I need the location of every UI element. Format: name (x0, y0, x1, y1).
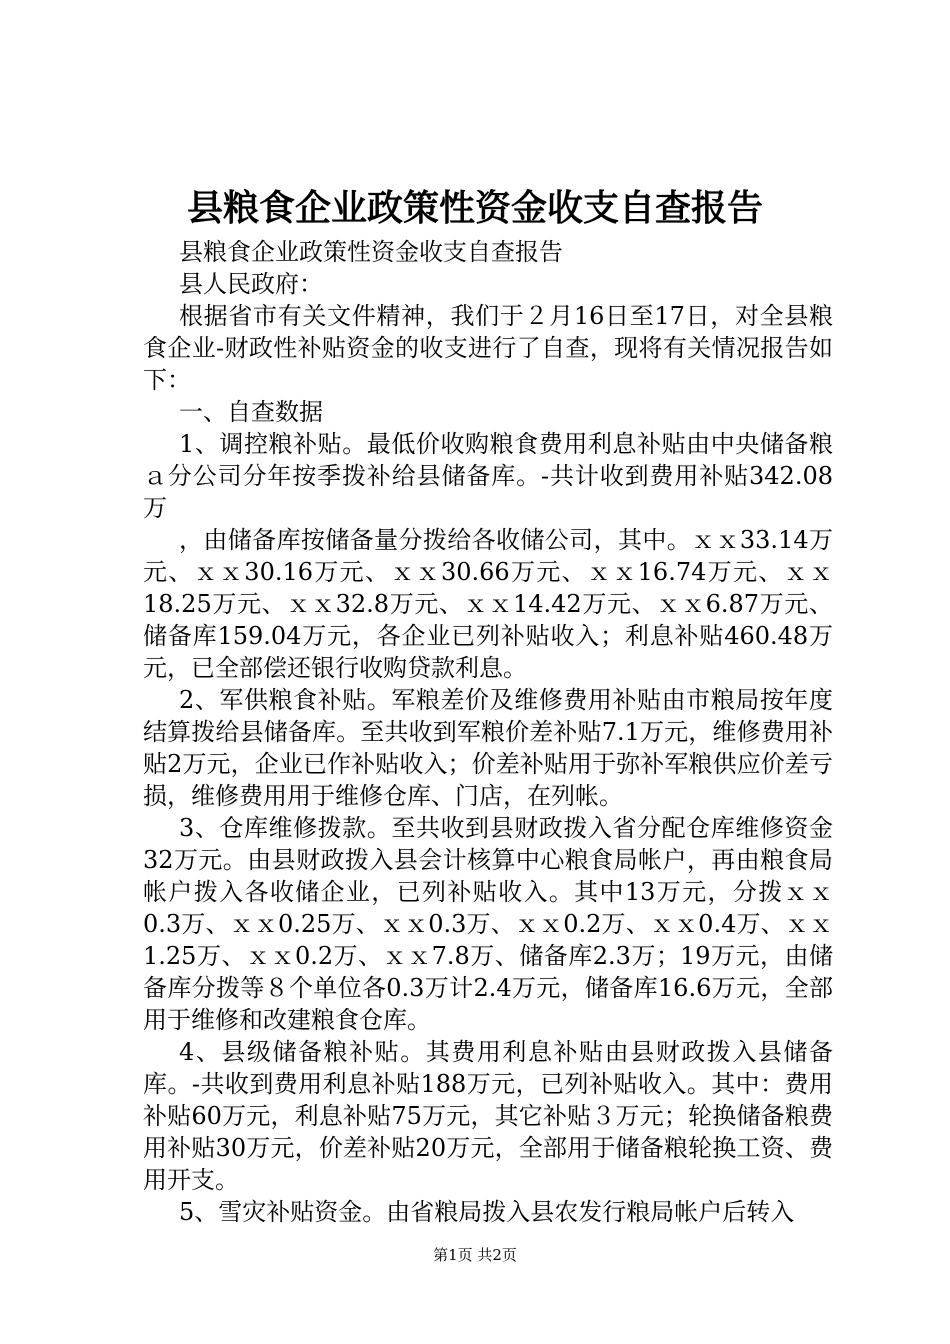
paragraph-item-5: 5、雪灾补贴资金。由省粮局拨入县农发行粮局帐户后转入 (179, 1198, 795, 1226)
paragraph-item-4: 4、县级储备粮补贴。其费用利息补贴由县财政拨入县储备库。-共收到费用利息补贴188万元，已列补贴收入。其中：费用补贴60万元，利息补贴75万元，其它补贴３万元；轮换储备粮费用补贴30万元，价差补贴20万元，全部用于储备粮轮换工资、费用开支。 (143, 1038, 833, 1194)
paragraph-item-2: 2、军供粮食补贴。军粮差价及维修费用补贴由市粮局按年度结算拨给县储备库。至共收到军粮价差补贴7.1万元，维修费用补贴2万元，企业已作补贴收入；价差补贴用于弥补军粮供应价差亏损，维修费用用于维修仓库、门店，在列帐。 (143, 686, 833, 810)
paragraph-intro: 根据省市有关文件精神，我们于２月16日至17日，对全县粮食企业-财政性补贴资金的收支进行了自查，现将有关情况报告如下： (143, 302, 833, 394)
document-subtitle: 县粮食企业政策性资金收支自查报告 (179, 238, 563, 266)
paragraph-item-1-continued: ，由储备库按储备量分拨给各收储公司，其中。ｘｘ33.14万元、ｘｘ30.16万元、ｘｘ30.66万元、ｘｘ16.74万元、ｘｘ18.25万元、ｘｘ32.8万元、ｘｘ14.42万元、ｘｘ6.87万元、储备库159.04万元，各企业已列补贴收入；利息补贴460.48万元，已全部偿还银行收购贷款利息。 (143, 526, 833, 682)
salutation: 县人民政府： (179, 270, 323, 298)
document-title: 县粮食企业政策性资金收支自查报告 (186, 187, 763, 229)
page-footer: 第1页 共2页 (433, 1246, 517, 1264)
paragraph-item-1: 1、调控粮补贴。最低价收购粮食费用利息补贴由中央储备粮ａ分公司分年按季拨补给县储备库。-共计收到费用补贴342.08万 (143, 430, 833, 522)
document-body (143, 236, 833, 1228)
paragraph-item-3: 3、仓库维修拨款。至共收到县财政拨入省分配仓库维修资金32万元。由县财政拨入县会计核算中心粮食局帐户，再由粮食局帐户拨入各收储企业，已列补贴收入。其中13万元，分拨ｘｘ0.3万、ｘｘ0.25万、ｘｘ0.3万、ｘｘ0.2万、ｘｘ0.4万、ｘｘ1.25万、ｘｘ0.2万、ｘｘ7.8万、储备库2.3万；19万元，由储备库分拨等８个单位各0.3万计2.4万元，储备库16.6万元，全部用于维修和改建粮食仓库。 (143, 814, 833, 1034)
section-heading: 一、自查数据 (179, 398, 323, 426)
